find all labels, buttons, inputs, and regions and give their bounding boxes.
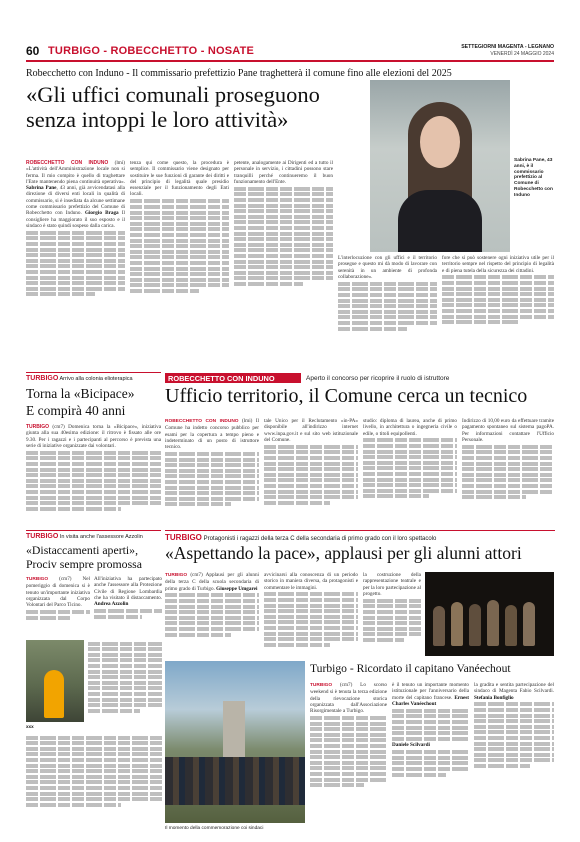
article6-col3 [474,682,554,832]
article6-photo-caption: Il momento della commemorazione coi sindaci [165,826,264,831]
article1-col2 [130,160,229,370]
article5-byline-author: (cm7) [190,572,203,578]
article2-lead: Domenica torna la «Bicipace», iniziativa giunta alla sua 40esima edizione: il ritrovo è fissato alle ore 9.30. [26,424,161,443]
article1-lead: «L'attività dell'Amministrazione locale non si ferma. Il mio compito è quello di traghettare l'Ente mantenendo piena continuità operativa». [26,166,125,185]
article3-place: ROBECCHETTO CON INDUNO [168,374,275,383]
article1-col4-text: L'interlocuzione con gli uffici e il territorio prosegue e questo mi dà modo di lavorare con serenità in un ambiente di profonda collaborazione». [338,255,437,280]
article1-photo [370,80,510,252]
article5-kicker-row [165,533,555,542]
article3-kicker: Aperto il concorso per ricoprire il ruolo di istruttore [306,375,450,382]
article5-photo [425,572,554,656]
article5-col3-text: la costruzione della rappresentazione teatrale e per la loro partecipazione al progetto. [363,572,421,597]
stage-actor [487,600,499,646]
article2-headline-2: E compirà 40 anni [26,403,126,418]
article5-headline: «Aspettando la pace», applausi per gli alunni attori [165,543,522,563]
article6-byline-author: (cm7) [339,682,353,688]
article6-name2: Daniele Scilvardi [392,742,430,749]
article3-byline-author: (lmi) [242,418,253,424]
article1-name1: Sabrina Pane [26,185,57,192]
article4-headline: «Distaccamenti aperti», Prociv sempre promossa [26,543,142,571]
article1-col4 [338,255,437,370]
article1-col1-text: 43 anni, già avvicendatasi alla direzione di diversi enti locali in qualità di commissario, si è insediata da alcune settimane come commissario prefettizio del Comune di Robecchetto con Induno. [26,185,125,217]
article2-byline-place: TURBIGO [26,424,50,430]
publication-date: VENERDÌ 24 MAGGIO 2024 [490,51,554,57]
article2-body-text: Per i ragazzi e i partecipanti al percorso è prevista una serie di iniziative organizzate dai volontari. [26,436,161,449]
article5-byline-place: TURBIGO [165,573,188,578]
article6-photo [165,661,305,823]
article3-col4 [462,418,554,526]
photo-figure [44,670,64,718]
publication-name: SETTEGIORNI MAGENTA - LEGNANO [461,44,554,50]
article6-col2-text: è il tenuto un importante momento istituzionale per l'anniversario della morte del capitano francese. [392,682,469,701]
article1-col3-text: petente, analogamente ai Dirigenti ed a tutto il personale in servizio, i cittadini possono stare tranquilli perché continueremo il buon funzionamento dell'Ente. [234,160,333,185]
article2-place: TURBIGO [26,375,59,382]
article6-col1 [310,682,387,832]
article3-col2 [264,418,358,526]
article6-headline: Turbigo - Ricordato il capitano Vanéechout [310,662,511,675]
article5-col2 [264,572,358,658]
crowd [165,757,305,805]
article4-body: All'iniziativa ha partecipato anche l'assessore alla Protezione Civile di Regione Lombardia che ha visitato il distaccamento. [94,576,162,601]
article4-col-right [94,576,162,636]
article5-place: TURBIGO [165,533,202,542]
article1-kicker: Robecchetto con Induno - Il commissario prefettizio Pane traghetterà il comune fino alle elezioni del 2025 [26,68,452,79]
article1-col1: ROBECCHETTO CON INDUNO (lmi) «L'attività dell'Amministrazione locale non si ferma. Il mio compito è quello di traghettare l'Ente mantenendo piena continuità operativa». Sabrina Pane, 43 anni, già avvicendatasi alla direzione di diversi enti locali in qualità di commissario, si è insediata da alcune settimane come commissario prefettizio del Comune di Robecchetto con Induno. Giorgio Braga Il consigliere ha maggiorato il suo esposto e il sindaco è stato quindi sospeso dalla carica. [26,160,125,370]
article3-col3 [363,418,457,526]
article2-byline-author: (cm7) [52,424,65,430]
portrait-face [420,116,460,168]
article6-lead: Lo scorso weekend si è tenuta la terza edizione della rievocazione storica organizzata dall'Associazione Risorgimentale a Turbigo. [310,682,387,715]
article4-byline-author: (cm7) [59,576,72,582]
article6-names-2: Stefania Bonfiglio [474,694,514,701]
article2-headline-1: Torna la «Bicipace» [26,386,135,401]
article1-col1-text-b: Il consigliere ha maggiorato il suo esposto e il sindaco è stato quindi sospeso dalla carica. [26,210,125,229]
article4-name: Andrea Azzolin [94,601,129,608]
article4-byline-place: TURBIGO [26,577,49,582]
article1-name2: Giorgio Braga [84,210,119,217]
article5-col2-text: avvicinarsi alla conoscenza di un periodo storico in maniera diversa, da protagonisti e commentare le immagini. [264,572,358,591]
page-number: 60 [26,44,40,58]
article4-lead: Nel pomeriggio di domenica si è tenuto un'importante iniziativa organizzata dal Corpo Volontari del Parco Ticino. [26,576,90,609]
article2-kicker: Arrivo alla colonia elioterapica [59,376,133,382]
article3-col1 [165,418,259,526]
article6-byline-place: TURBIGO [310,683,333,688]
article2-body [26,424,161,528]
stage-actor [505,605,517,646]
article6-col3-text: la gradita e sentita partecipazione del sindaco di Magenta Fabio Scilvardi. [474,682,554,695]
article5-rule [165,530,555,531]
article3-lead: Il Comune ha indetto concorso pubblico per esami per la copertura a tempo pieno e indeterminato di un posto di istruttore tecnico. [165,418,259,451]
article3-headline: Ufficio territorio, il Comune cerca un tecnico [165,385,528,407]
portrait-body [398,190,482,252]
article1-col3 [234,160,333,370]
stage-actor [523,602,535,646]
article1-col5-text: fore che si può sostenere ogni iniziativa utile per il territorio sempre nel rispetto del principio di legalità e di piena tutela della sicurezza dei cittadini. [442,255,554,274]
article4-col-wrap [88,640,162,732]
article4-col-left [26,576,90,636]
article3-byline-place: ROBECCHETTO CON INDUNO [165,419,239,424]
header-rule [26,60,554,62]
article4-photo [26,640,84,722]
article5-col3 [363,572,421,658]
article2-rule [26,372,161,373]
article1-headline: «Gli uffici comunali proseguono senza intoppi le loro attività» [26,82,320,132]
article5-kicker: Protagonisti i ragazzi della terza C della secondaria di primo grado con il loro spettacolo [203,536,437,542]
article4-col-bottom [26,734,162,834]
article3-col4-text: Indirizzo di 10,00 euro da effettuare tramite pagamento spontaneo sul sistema pagoPA. Per informazioni contattare l'Ufficio Personale. [462,418,554,443]
article1-col5 [442,255,554,370]
article2-kicker-row [26,375,161,382]
article1-byline-author: (lmi) [114,160,125,166]
article6-name1: Ernest Charles Vanéechout [392,694,469,707]
article4-rule [26,530,161,531]
article5-col1 [165,572,259,658]
article4-kicker: In visita anche l'assessore Azzolin [59,534,143,540]
article1-photo-caption: Sabrina Pane, 43 anni, è il commissario prefettizio al Comune di Robecchetto con Induno [514,158,553,198]
stage-actor [469,604,481,646]
article4-photo-caption: xxx [26,724,34,729]
article3-col2-text: tale Unico per il Reclutamento «in-PA» disponibile all'indirizzo internet www.inpa.gov.it e sul sito web istituzionale del Comune. [264,418,358,443]
stage-actor [451,602,463,646]
page-header [26,44,554,60]
article5-names: Giuseppe Umgarei [216,585,258,592]
section-title: TURBIGO - ROBECCHETTO - NOSATE [48,45,255,57]
article1-col2-text: tenza qui come questo, la procedura è semplice. Il commissario viene designato per sostituire le sue funzioni di garante dei diritti e del principio di legalità quale presidio essenziale per il funzionamento degli Enti locali. [130,160,229,198]
article4-kicker-row [26,533,161,540]
stage-actor [433,606,445,646]
article6-col2 [392,682,469,832]
article3-col3-text: studio: diploma di laurea, anche di primo livello, in architettura o ingegneria civile o edile, o titoli equipollenti. [363,418,457,437]
article5-lead: Applausi per gli alunni della terza C della scuola secondaria di primo grado di Turbigo. [165,572,259,592]
article4-place: TURBIGO [26,533,59,540]
article1-byline-place: ROBECCHETTO CON INDUNO [26,160,109,166]
